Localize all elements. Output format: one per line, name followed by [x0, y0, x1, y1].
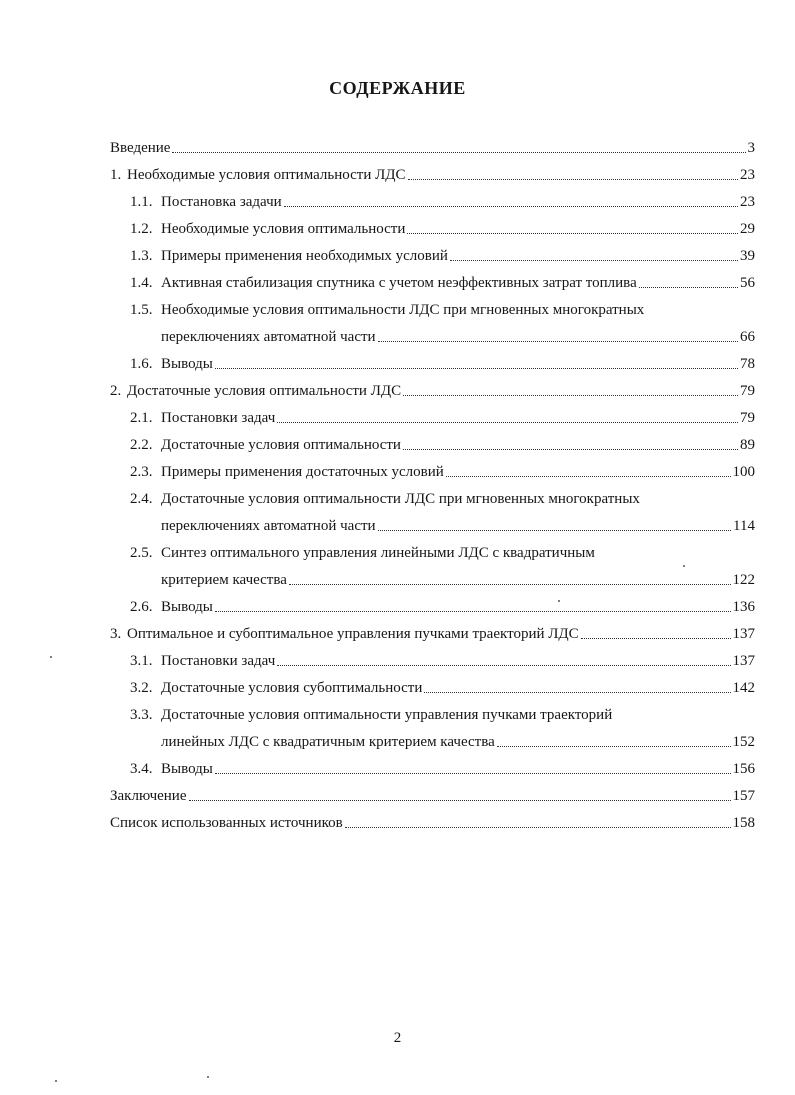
dot-leader — [424, 691, 730, 693]
toc-entry-title: Постановки задач — [161, 410, 276, 426]
toc-entry-section-2-5[interactable] — [130, 540, 595, 562]
toc-entry-page: 114 — [733, 518, 755, 534]
toc-entry-title: Достаточные условия оптимальности — [161, 437, 401, 453]
toc-entry-title-continued: линейных ЛДС с квадратичным критерием качества — [161, 734, 495, 750]
dot-leader — [345, 826, 731, 828]
dot-leader — [215, 367, 738, 369]
toc-entry-number: 2.6. — [130, 599, 153, 615]
dot-leader — [172, 151, 745, 153]
toc-entry-section-2-4-cont[interactable] — [161, 513, 755, 535]
dot-leader — [215, 772, 731, 774]
toc-entry-page: 137 — [732, 626, 755, 642]
toc-entry-section-3-2[interactable] — [130, 675, 755, 697]
toc-entry-chapter-3[interactable] — [110, 621, 755, 643]
toc-entry-title: Примеры применения достаточных условий — [161, 464, 444, 480]
toc-entry-page: 29 — [740, 221, 755, 237]
toc-entry-page: 158 — [732, 815, 755, 831]
toc-entry-title: Оптимальное и субоптимальное управления пучками траекторий ЛДС — [127, 626, 579, 642]
toc-entry-number: 3. — [110, 626, 122, 642]
toc-entry-title: Примеры применения необходимых условий — [161, 248, 448, 264]
toc-entry-number: 3.2. — [130, 680, 153, 696]
toc-entry-page: 3 — [747, 140, 755, 156]
toc-entry-title: Список использованных источников — [110, 815, 343, 831]
scan-speck — [558, 600, 560, 602]
scan-speck — [55, 1080, 57, 1082]
toc-entry-number: 2.5. — [130, 545, 153, 561]
toc-entry-page: 156 — [732, 761, 755, 777]
toc-entry-title: Достаточные условия субоптимальности — [161, 680, 423, 696]
toc-entry-number: 2. — [110, 383, 122, 399]
toc-entry-page: 142 — [732, 680, 755, 696]
toc-entry-section-2-4[interactable] — [130, 486, 640, 508]
toc-entry-page: 56 — [740, 275, 755, 291]
toc-entry-number: 2.4. — [130, 491, 153, 507]
toc-entry-title-continued: критерием качества — [161, 572, 287, 588]
toc-entry-page: 78 — [740, 356, 755, 372]
toc-entry-page: 79 — [740, 383, 755, 399]
dot-leader — [407, 232, 738, 234]
toc-entry-references[interactable] — [110, 810, 755, 832]
toc-entry-title: Необходимые условия оптимальности ЛДС при мгновенных многократных — [161, 302, 645, 318]
dot-leader — [215, 610, 731, 612]
dot-leader — [403, 394, 738, 396]
toc-entry-number: 2.2. — [130, 437, 153, 453]
toc-entry-title: Заключение — [110, 788, 187, 804]
toc-entry-conclusion[interactable] — [110, 783, 755, 805]
dot-leader — [446, 475, 731, 477]
toc-entry-number: 1.6. — [130, 356, 153, 372]
toc-entry-number: 2.3. — [130, 464, 153, 480]
toc-entry-number: 1.3. — [130, 248, 153, 264]
toc-entry-page: 137 — [732, 653, 755, 669]
toc-entry-page: 122 — [732, 572, 755, 588]
toc-entry-title-continued: переключениях автоматной части — [161, 518, 376, 534]
dot-leader — [284, 205, 738, 207]
toc-entry-intro[interactable] — [110, 135, 755, 157]
toc-entry-title: Активная стабилизация спутника с учетом неэффективных затрат топлива — [161, 275, 637, 291]
toc-entry-section-2-2[interactable] — [130, 432, 755, 454]
toc-entry-title: Выводы — [161, 356, 213, 372]
toc-entry-page: 136 — [732, 599, 755, 615]
toc-entry-title: Выводы — [161, 761, 213, 777]
dot-leader — [581, 637, 731, 639]
toc-entry-page: 89 — [740, 437, 755, 453]
toc-entry-section-3-3-cont[interactable] — [161, 729, 755, 751]
toc-entry-section-1-6[interactable] — [130, 351, 755, 373]
toc-entry-section-1-4[interactable] — [130, 270, 755, 292]
toc-entry-section-2-3[interactable] — [130, 459, 755, 481]
toc-entry-page: 23 — [740, 167, 755, 183]
toc-entry-number: 3.1. — [130, 653, 153, 669]
toc-entry-section-2-1[interactable] — [130, 405, 755, 427]
toc-entry-section-1-1[interactable] — [130, 189, 755, 211]
toc-entry-chapter-1[interactable] — [110, 162, 755, 184]
dot-leader — [378, 340, 738, 342]
toc-entry-title-continued: переключениях автоматной части — [161, 329, 376, 345]
toc-entry-page: 157 — [732, 788, 755, 804]
toc-entry-number: 1.2. — [130, 221, 153, 237]
toc-entry-section-1-2[interactable] — [130, 216, 755, 238]
toc-entry-title: Введение — [110, 140, 171, 156]
toc-entry-page: 79 — [740, 410, 755, 426]
dot-leader — [450, 259, 738, 261]
toc-entry-section-3-4[interactable] — [130, 756, 755, 778]
dot-leader — [403, 448, 738, 450]
toc-entry-title: Выводы — [161, 599, 213, 615]
toc-entry-number: 3.3. — [130, 707, 153, 723]
dot-leader — [378, 529, 731, 531]
toc-entry-title: Необходимые условия оптимальности — [161, 221, 406, 237]
toc-entry-title: Синтез оптимального управления линейными ЛДС с квадратичным — [161, 545, 595, 561]
toc-entry-title: Достаточные условия оптимальности ЛДС — [127, 383, 402, 399]
toc-entry-number: 1.5. — [130, 302, 153, 318]
toc-entry-section-1-5[interactable] — [130, 297, 644, 319]
toc-entry-section-3-1[interactable] — [130, 648, 755, 670]
dot-leader — [277, 664, 730, 666]
dot-leader — [289, 583, 731, 585]
toc-entry-title: Постановка задачи — [161, 194, 282, 210]
toc-entry-page: 152 — [732, 734, 755, 750]
scan-speck — [207, 1076, 209, 1078]
toc-entry-page: 23 — [740, 194, 755, 210]
toc-entry-page: 39 — [740, 248, 755, 264]
toc-entry-title: Необходимые условия оптимальности ЛДС — [127, 167, 406, 183]
page-number: 2 — [393, 1030, 402, 1046]
toc-entry-number: 1.1. — [130, 194, 153, 210]
dot-leader — [277, 421, 738, 423]
toc-entry-section-2-6[interactable] — [130, 594, 755, 616]
dot-leader — [408, 178, 738, 180]
scan-speck — [683, 565, 685, 567]
toc-entry-page: 100 — [732, 464, 755, 480]
toc-entry-title: Достаточные условия оптимальности управления пучками траекторий — [161, 707, 613, 723]
dot-leader — [497, 745, 731, 747]
toc-entry-section-2-5-cont[interactable] — [161, 567, 755, 589]
toc-entry-section-1-3[interactable] — [130, 243, 755, 265]
toc-entry-number: 1. — [110, 167, 122, 183]
scan-speck — [50, 656, 52, 658]
toc-entry-title: Достаточные условия оптимальности ЛДС при мгновенных многократных — [161, 491, 640, 507]
toc-entry-chapter-2[interactable] — [110, 378, 755, 400]
toc-entry-page: 66 — [740, 329, 755, 345]
toc-entry-number: 2.1. — [130, 410, 153, 426]
toc-entry-section-1-5-cont[interactable] — [161, 324, 755, 346]
toc-entry-number: 3.4. — [130, 761, 153, 777]
page-title: СОДЕРЖАНИЕ — [329, 78, 466, 98]
toc-entry-title: Постановки задач — [161, 653, 276, 669]
dot-leader — [189, 799, 731, 801]
toc-entry-section-3-3[interactable] — [130, 702, 612, 724]
toc-entry-number: 1.4. — [130, 275, 153, 291]
dot-leader — [639, 286, 738, 288]
